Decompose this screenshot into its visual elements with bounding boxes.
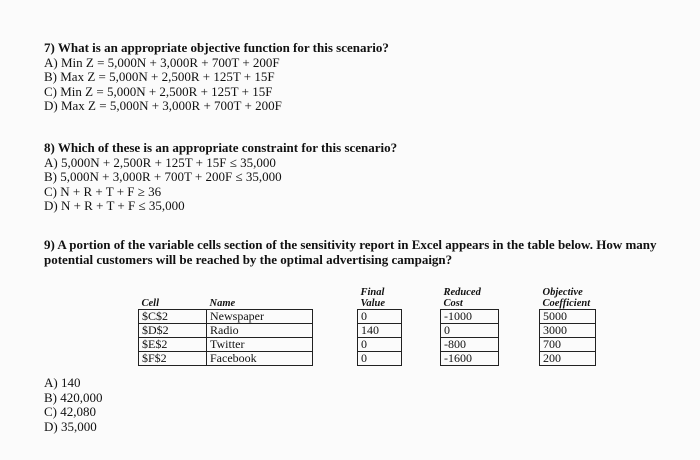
question-8-text: 8) Which of these is an appropriate constraint for this scenario? — [44, 140, 398, 155]
question-8-option-c: C) N + R + T + F ≥ 36 — [44, 183, 162, 199]
table-row — [139, 338, 596, 352]
question-9-options — [44, 376, 103, 434]
question-9-option-a: A) 140 — [44, 375, 81, 390]
question-9 — [44, 238, 689, 267]
question-9-option-d: D) 35,000 — [44, 418, 97, 434]
header-final-value: Final Value — [360, 287, 386, 309]
question-8 — [44, 141, 397, 214]
table-header-row — [139, 285, 596, 310]
row-name: Radio — [207, 324, 313, 338]
table-row — [139, 352, 596, 366]
row-final-value: 140 — [358, 324, 402, 338]
question-7-option-b: B) Max Z = 5,000N + 2,500R + 125T + 15F — [44, 69, 275, 84]
row-cell: $D$2 — [139, 324, 207, 338]
question-8-option-a: A) 5,000N + 2,500R + 125T + 15F ≤ 35,000 — [44, 154, 276, 170]
question-7 — [44, 41, 389, 114]
header-cell: Cell — [141, 297, 159, 309]
sensitivity-report-table — [138, 285, 596, 366]
row-final-value: 0 — [358, 310, 402, 324]
table-row — [139, 310, 596, 324]
question-8-option-b: B) 5,000N + 3,000R + 700T + 200F ≤ 35,000 — [44, 169, 282, 184]
row-cell: $E$2 — [139, 338, 207, 352]
question-7-option-a: A) Min Z = 5,000N + 3,000R + 700T + 200F — [44, 54, 280, 70]
row-objective-coefficient: 700 — [540, 338, 596, 352]
row-name: Twitter — [207, 338, 313, 352]
row-objective-coefficient: 3000 — [540, 324, 596, 338]
row-final-value: 0 — [358, 352, 402, 366]
question-7-option-c: C) Min Z = 5,000N + 2,500R + 125T + 15F — [44, 83, 273, 99]
row-cell: $F$2 — [139, 352, 207, 366]
question-7-option-d: D) Max Z = 5,000N + 3,000R + 700T + 200F — [44, 98, 282, 113]
question-9-option-b: B) 420,000 — [44, 389, 103, 405]
row-reduced-cost: -1600 — [441, 352, 499, 366]
row-name: Newspaper — [207, 310, 313, 324]
row-objective-coefficient: 5000 — [540, 310, 596, 324]
question-9-option-c: C) 42,080 — [44, 404, 96, 419]
question-9-text: 9) A portion of the variable cells section of the sensitivity report in Excel appears in the table below. How many potential customers will be reached by the optimal advertising campaign? — [44, 237, 657, 267]
row-objective-coefficient: 200 — [540, 352, 596, 366]
table-row — [139, 324, 596, 338]
row-reduced-cost: 0 — [441, 324, 499, 338]
row-final-value: 0 — [358, 338, 402, 352]
row-cell: $C$2 — [139, 310, 207, 324]
row-name: Facebook — [207, 352, 313, 366]
question-7-text: 7) What is an appropriate objective function for this scenario? — [44, 40, 389, 55]
row-reduced-cost: -1000 — [441, 310, 499, 324]
header-reduced-cost: Reduced Cost — [443, 287, 481, 309]
row-reduced-cost: -800 — [441, 338, 499, 352]
header-objective-coefficient: Objective Coefficient — [542, 287, 591, 309]
header-name: Name — [209, 297, 236, 309]
question-8-option-d: D) N + R + T + F ≤ 35,000 — [44, 198, 185, 213]
